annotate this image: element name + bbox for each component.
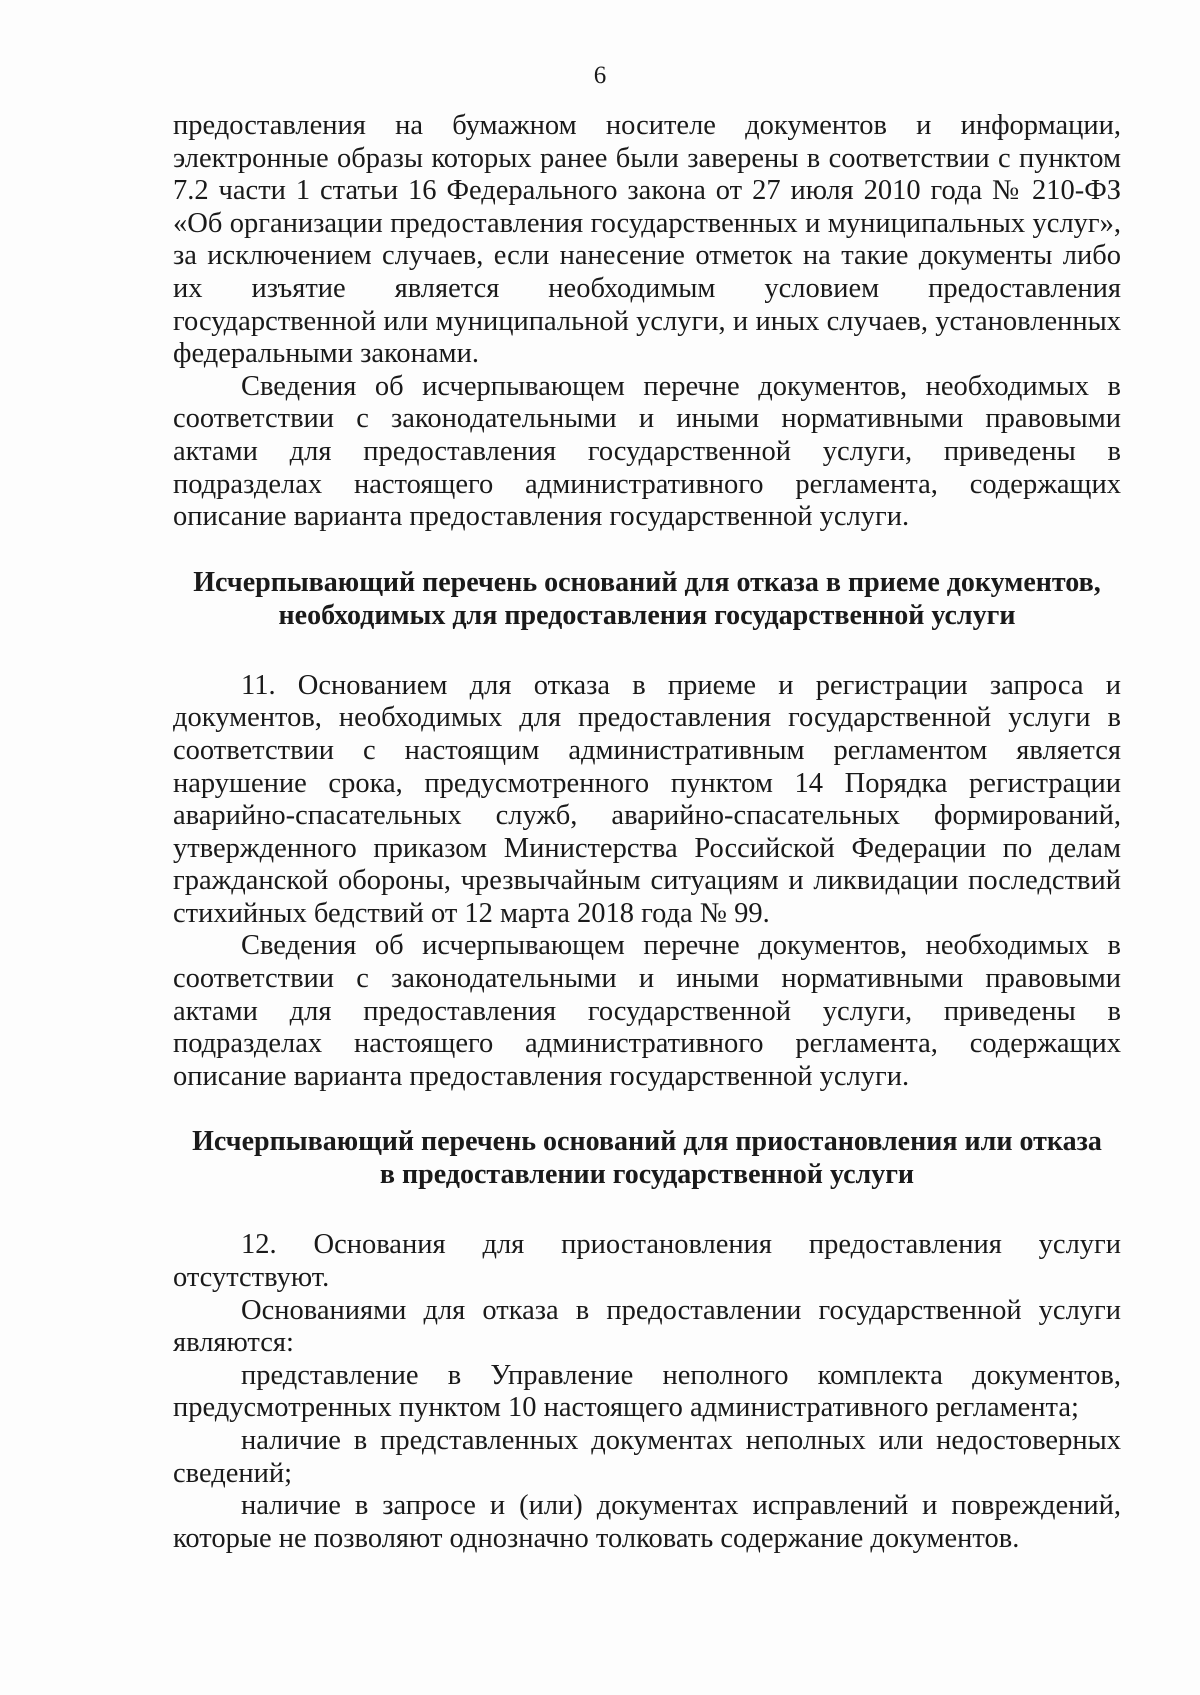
paragraph: Сведения об исчерпывающем перечне документов, необходимых в соответствии с законодательными и иными нормативными правовыми актами для предоставления государственной услуги, приведены в подразделах настоящего административного регламента, содержащих описание варианта предоставления государственной услуги. xyxy=(173,930,1121,1092)
paragraph: Сведения об исчерпывающем перечне документов, необходимых в соответствии с законодательными и иными нормативными правовыми актами для предоставления государственной услуги, приведены в подразделах настоящего административного регламента, содержащих описание варианта предоставления государственной услуги. xyxy=(173,370,1121,533)
section-heading-line: в предоставлении государственной услуги xyxy=(379,1159,915,1191)
section-heading-line: Исчерпывающий перечень оснований для приостановления или отказа xyxy=(192,1126,1102,1158)
document-body xyxy=(173,110,1121,1555)
paragraph: представление в Управление неполного комплекта документов, предусмотренных пунктом 10 настоящего административного регламента; xyxy=(173,1359,1121,1424)
paragraph: наличие в запросе и (или) документах исправлений и повреждений, которые не позволяют однозначно толковать содержание документов. xyxy=(173,1490,1121,1554)
paragraph: 11. Основанием для отказа в приеме и регистрации запроса и документов, необходимых для предоставления государственной услуги в соответствии с настоящим административным регламентом является нарушение срока, предусмотренного пунктом 14 Порядка регистрации аварийно-спасательных служб, аварийно-спасательных формирований, утвержденного приказом Министерства Российской Федерации по делам гражданской обороны, чрезвычайным ситуациям и ликвидации последствий стихийных бедствий от 12 марта 2018 года № 99. xyxy=(173,669,1121,929)
section-heading-line: Исчерпывающий перечень оснований для отказа в приеме документов, xyxy=(193,566,1101,598)
paragraph: 12. Основания для приостановления предоставления услуги отсутствуют. xyxy=(173,1229,1121,1294)
section-heading-line: необходимых для предоставления государственной услуги xyxy=(278,599,1016,631)
section-heading xyxy=(173,1125,1121,1191)
paragraph: Основаниями для отказа в предоставлении государственной услуги являются: xyxy=(173,1294,1121,1359)
page-number: 6 xyxy=(593,62,607,89)
section-heading xyxy=(173,566,1121,632)
paragraph: наличие в представленных документах неполных или недостоверных сведений; xyxy=(173,1425,1121,1489)
paragraph: предоставления на бумажном носителе документов и информации, электронные образы которых ранее были заверены в соответствии с пунктом 7.2 части 1 статьи 16 Федерального закона от 27 июля 2010 года № 210-ФЗ «Об организации предоставления государственных и муниципальных услуг», за исключением случаев, если нанесение отметок на такие документы либо их изъятие является необходимым условием предоставления государственной или муниципальной услуги, и иных случаев, установленных федеральными законами. xyxy=(173,110,1121,370)
